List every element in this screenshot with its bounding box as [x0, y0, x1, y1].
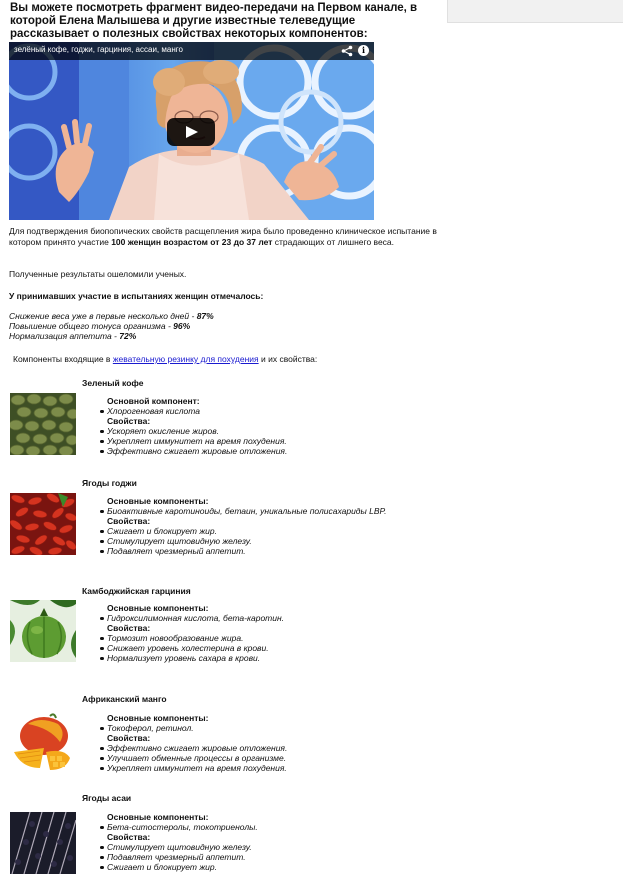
ingredient-title: Зеленый кофе	[82, 378, 144, 388]
stat-label: Нормализация аппетита -	[9, 331, 120, 341]
video-title-bar	[9, 42, 374, 60]
list-item: Снижает уровень холестерина в крови.	[107, 643, 437, 653]
video-player[interactable]	[9, 42, 374, 220]
observations-heading: У принимавших участие в испытаниях женщин отмечалось:	[9, 291, 264, 301]
ingredient-title: Камбоджийская гарциния	[82, 586, 191, 596]
ingredient-title: Ягоды годжи	[82, 478, 137, 488]
stat-line	[9, 331, 214, 341]
main-components-label: Основные компоненты:	[107, 713, 209, 723]
sidebar-panel	[447, 0, 623, 23]
ingredient-details	[107, 812, 437, 872]
gum-link[interactable]: жевательную резинку для похудения	[112, 354, 259, 364]
stat-line	[9, 311, 214, 321]
properties-list	[107, 633, 437, 663]
ingredient-details	[107, 496, 437, 556]
main-components-label: Основные компоненты:	[107, 496, 209, 506]
main-component-list	[107, 406, 437, 416]
list-item: Тормозит новообразование жира.	[107, 633, 437, 643]
stat-line	[9, 321, 214, 331]
ingredient-title: Африканский манго	[82, 694, 167, 704]
properties-label: Свойства:	[107, 516, 151, 526]
list-item: Сжигает и блокирует жир.	[107, 862, 437, 872]
properties-label: Свойства:	[107, 832, 151, 842]
page-headline: Вы можете посмотреть фрагмент видео-передачи на Первом канале, в которой Елена Малышева и другие известные телеведущие рассказывает о полезных свойствах некоторых компонентов:	[10, 2, 418, 40]
list-item: Хлорогеновая кислота	[107, 406, 437, 416]
main-components-label: Основные компоненты:	[107, 603, 209, 613]
list-item: Эффективно сжигает жировые отложения.	[107, 743, 437, 753]
goji-berries-image	[10, 493, 76, 555]
properties-list	[107, 526, 437, 556]
garcinia-image	[10, 600, 76, 662]
trial-text-start: Для подтверждения биопопических свойств расщепления жира было проведенно клиническое испытание в котором принято участие	[9, 226, 437, 247]
stat-value: 87%	[196, 311, 214, 321]
green-coffee-image	[10, 393, 76, 455]
list-item: Гидроксилимонная кислота, бета-каротин.	[107, 613, 437, 623]
list-item: Подавляет чрезмерный аппетит.	[107, 546, 437, 556]
properties-list	[107, 426, 437, 456]
list-item: Нормализует уровень сахара в крови.	[107, 653, 437, 663]
ingredient-details	[107, 603, 437, 663]
video-title[interactable]: зелёный кофе, годжи, гарциния, ассаи, манго	[14, 45, 183, 54]
components-intro-end: и их свойства:	[258, 354, 318, 364]
main-component-list	[107, 506, 437, 516]
list-item: Стимулирует щитовидную железу.	[107, 842, 437, 852]
properties-list	[107, 842, 437, 872]
list-item: Эффективно сжигает жировые отложения.	[107, 446, 437, 456]
list-item: Укрепляет иммунитет на время похудения.	[107, 436, 437, 446]
main-component-list	[107, 822, 437, 832]
list-item: Укрепляет иммунитет на время похудения.	[107, 763, 437, 773]
stat-label: Повышение общего тонуса организма -	[9, 321, 174, 331]
components-intro-start: Компоненты входящие в	[13, 354, 113, 364]
trial-participants: 100 женщин возрастом от 23 до 37 лет	[111, 237, 273, 247]
list-item: Бета-ситостеролы, токотриенолы.	[107, 822, 437, 832]
trial-paragraph	[9, 226, 441, 248]
list-item: Ускоряет окисление жиров.	[107, 426, 437, 436]
components-intro	[13, 354, 317, 364]
list-item: Сжигает и блокирует жир.	[107, 526, 437, 536]
share-icon[interactable]	[341, 45, 353, 57]
list-item: Токоферол, ретинол.	[107, 723, 437, 733]
main-component-label: Основной компонент:	[107, 396, 200, 406]
mango-image	[10, 712, 76, 774]
stats-list	[9, 311, 214, 341]
main-components-label: Основные компоненты:	[107, 812, 209, 822]
properties-label: Свойства:	[107, 733, 151, 743]
properties-list	[107, 743, 437, 773]
trial-text-end: страдающих от лишнего веса.	[272, 237, 395, 247]
acai-berries-image	[10, 812, 76, 874]
results-paragraph: Полученные результаты ошеломили ученых.	[9, 269, 187, 279]
main-component-list	[107, 723, 437, 733]
ingredient-title: Ягоды асаи	[82, 793, 132, 803]
stat-value: 72%	[119, 331, 137, 341]
stat-value: 96%	[173, 321, 191, 331]
list-item: Биоактивные каротиноиды, бетаин, уникальные полисахариды LBP.	[107, 506, 437, 516]
properties-label: Свойства:	[107, 416, 151, 426]
main-component-list	[107, 613, 437, 623]
stat-label: Снижение веса уже в первые несколько дней -	[9, 311, 197, 321]
ingredient-details	[107, 713, 437, 773]
ingredient-details	[107, 396, 437, 456]
play-button[interactable]	[167, 118, 215, 146]
list-item: Подавляет чрезмерный аппетит.	[107, 852, 437, 862]
info-icon[interactable]: i	[358, 45, 369, 56]
list-item: Улучшает обменные процессы в организме.	[107, 753, 437, 763]
list-item: Стимулирует щитовидную железу.	[107, 536, 437, 546]
properties-label: Свойства:	[107, 623, 151, 633]
